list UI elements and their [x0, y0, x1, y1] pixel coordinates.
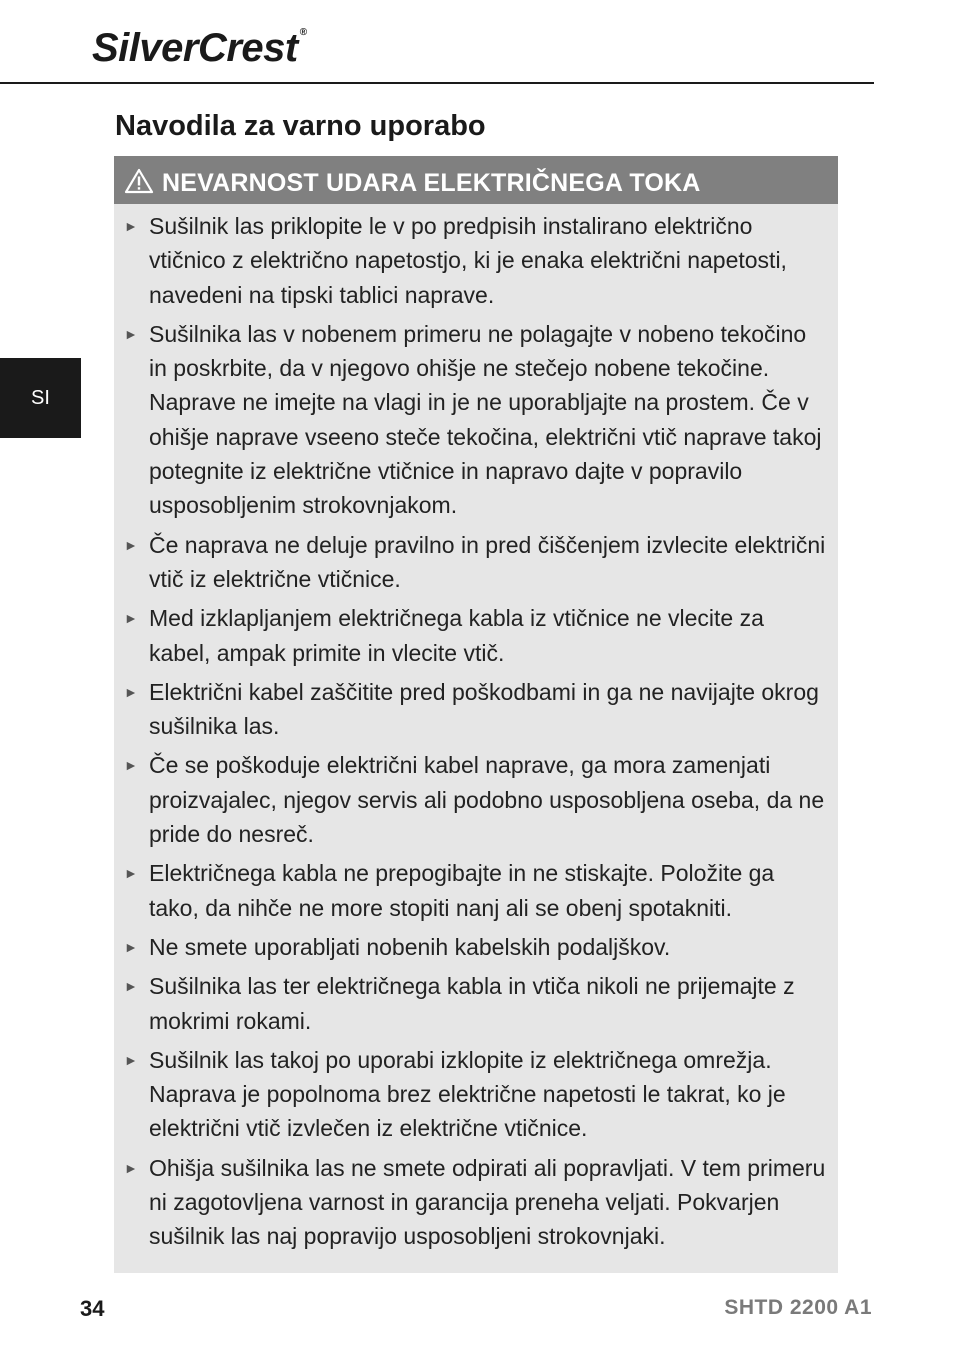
list-item [124, 930, 828, 964]
bullet-arrow-icon: ► [124, 938, 138, 955]
bullet-arrow-icon: ► [124, 1159, 138, 1176]
item-text: Sušilnika las v nobenem primeru ne polagajte v nobeno tekočino in poskrbite, da v njegovo ohišje ne stečejo nobene tekočine. Naprave ne imejte na vlagi in je ne uporabljajte na prostem. Če v ohišje naprave vseeno steče tekočina, električni vtič naprave takoj potegnite iz električne vtičnice in napravo dajte v popravilo usposobljenim strokovnjakom. [149, 320, 822, 519]
bullet-arrow-icon: ► [124, 683, 138, 700]
list-item [124, 601, 828, 670]
bullet-arrow-icon: ► [124, 757, 138, 774]
item-text: Sušilnika las ter električnega kabla in vtiča nikoli ne prijemajte z mokrimi rokami. [149, 973, 795, 1034]
item-text: Če se poškoduje električni kabel naprave, ga mora zamenjati proizvajalec, njegov servis ali podobno usposobljena oseba, da ne pride do nesreč. [149, 752, 825, 848]
item-text: Sušilnik las takoj po uporabi izklopite iz električnega omrežja. Naprava je popolnoma brez električne napetosti le takrat, ko je električni vtič izvlečen iz električne vtičnice. [149, 1046, 786, 1142]
item-text: Sušilnik las priklopite le v po predpisih instalirano električno vtičnico z električno napetostjo, ki je enaka električni napetosti, navedeni na tipski tablici naprave. [149, 213, 787, 308]
bullet-arrow-icon: ► [124, 610, 138, 627]
warning-title: NEVARNOST UDARA ELEKTRIČNEGA TOKA [162, 168, 701, 197]
bullet-arrow-icon: ► [124, 325, 138, 342]
brand-name: SilverCrest [92, 26, 298, 70]
item-text: Električni kabel zaščitite pred poškodbami in ga ne navijajte okrog sušilnika las. [149, 678, 819, 740]
language-tab [0, 358, 81, 438]
item-text: Ohišja sušilnika las ne smete odpirati ali popravljati. V tem primeru ni zagotovljena varnost in garancija preneha veljati. Pokvarjen sušilnik las naj popravijo usposobljeni strokovnjaki. [149, 1154, 826, 1250]
header-rule [0, 82, 874, 84]
warning-body [114, 204, 838, 1273]
item-text: Med izklapljanjem električnega kabla iz vtičnice ne vlecite za kabel, ampak primite in vlecite vtič. [149, 605, 764, 666]
warning-header [114, 156, 838, 204]
list-item [124, 856, 828, 925]
list-item [124, 748, 828, 851]
bullet-arrow-icon: ► [124, 1051, 138, 1068]
brand-logo [92, 28, 307, 68]
bullet-arrow-icon: ► [124, 536, 138, 553]
page-number: 34 [80, 1296, 105, 1321]
item-text: Če naprava ne deluje pravilno in pred čiščenjem izvlecite električni vtič iz električne vtičnice. [149, 531, 826, 592]
list-item [124, 1151, 828, 1254]
page-title: Navodila za varno uporabo [115, 110, 486, 142]
bullet-arrow-icon: ► [124, 865, 138, 882]
registered-mark: ® [299, 27, 307, 38]
list-item [124, 528, 828, 597]
bullet-arrow-icon: ► [124, 978, 138, 995]
language-code: SI [31, 386, 50, 409]
list-item [124, 969, 828, 1038]
bullet-arrow-icon: ► [124, 218, 138, 234]
list-item [124, 317, 828, 523]
warning-triangle-icon [124, 168, 154, 194]
model-number: SHTD 2200 A1 [724, 1296, 872, 1319]
item-text: Ne smete uporabljati nobenih kabelskih podaljškov. [149, 933, 671, 960]
warning-list [124, 209, 828, 1254]
list-item [124, 209, 828, 312]
list-item [124, 1043, 828, 1146]
list-item [124, 675, 828, 744]
item-text: Električnega kabla ne prepogibajte in ne stiskajte. Položite ga tako, da nihče ne more stopiti nanj ali se obenj spotakniti. [149, 860, 775, 921]
